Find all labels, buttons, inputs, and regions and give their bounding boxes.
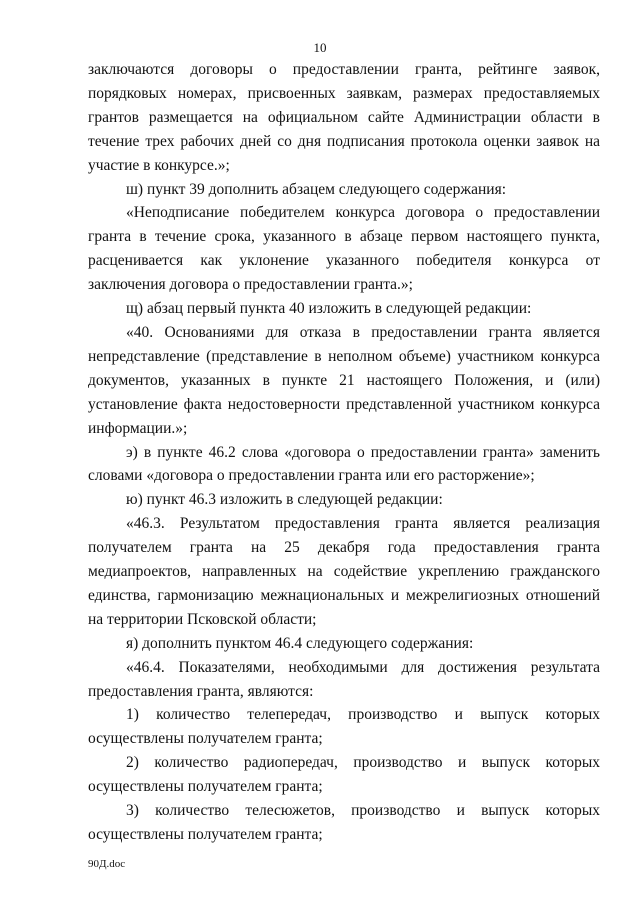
paragraph: э) в пункте 46.2 слова «договора о предоставлении гранта» заменить словами «договора о предоставлении гранта или его расторжение»; bbox=[88, 443, 600, 485]
footer-filename: 90Д.doc bbox=[88, 858, 126, 870]
page-number: 10 bbox=[313, 40, 327, 55]
paragraph: я) дополнить пунктом 46.4 следующего содержания: bbox=[126, 634, 474, 652]
paragraph: 1) количество телепередач, производство и выпуск которых осуществлены получателем гранта; bbox=[88, 706, 600, 748]
paragraph: «Неподписание победителем конкурса договора о предоставлении гранта в течение срока, указанного в абзаце первом настоящего пункта, расценивается как уклонение указанного победителя конкурса от заключения договора о предоставлении гранта.»; bbox=[88, 204, 600, 294]
paragraph: заключаются договоры о предоставлении гранта, рейтинге заявок, порядковых номерах, присвоенных заявкам, размерах предоставляемых грантов размещается на официальном сайте Администрации области в течение трех рабочих дней со дня подписания протокола оценки заявок на участие в конкурсе.»; bbox=[88, 61, 600, 174]
paragraph: «46.4. Показателями, необходимыми для достижения результата предоставления гранта, являются: bbox=[88, 658, 600, 700]
paragraph: щ) абзац первый пункта 40 изложить в следующей редакции: bbox=[126, 300, 532, 318]
paragraph: 3) количество телесюжетов, производство и выпуск которых осуществлены получателем гранта; bbox=[88, 802, 600, 843]
paragraph: «46.3. Результатом предоставления гранта является реализация получателем гранта на 25 декабря года предоставления гранта медиапроектов, направленных на содействие укреплению гражданского единства, гармонизацию межнациональных и межрелигиозных отношений на территории Псковской области; bbox=[88, 515, 600, 628]
paragraph: ш) пункт 39 дополнить абзацем следующего содержания: bbox=[126, 180, 507, 198]
document-body bbox=[88, 58, 600, 847]
paragraph: 2) количество радиопередач, производство и выпуск которых осуществлены получателем гранта; bbox=[88, 754, 600, 796]
paragraph: ю) пункт 46.3 изложить в следующей редакции: bbox=[126, 491, 443, 509]
paragraph: «40. Основаниями для отказа в предоставлении гранта является непредставление (представление в неполном объеме) участником конкурса документов, указанных в пункте 21 настоящего Положения, и (или) установление факта недостоверности представленной участником конкурса информации.»; bbox=[88, 323, 600, 437]
